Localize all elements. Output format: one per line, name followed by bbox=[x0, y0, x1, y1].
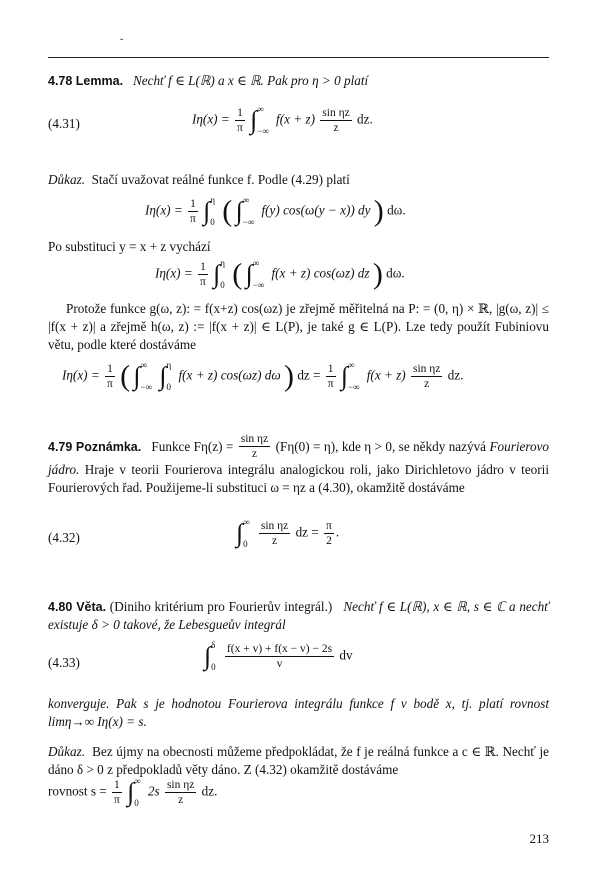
integral-limits: ∞ 0 bbox=[134, 776, 141, 808]
remark-block bbox=[48, 432, 549, 497]
integrand: f(x + z) bbox=[276, 111, 315, 127]
integral-sign: ∫ bbox=[235, 196, 243, 226]
fubini-paragraph bbox=[48, 300, 549, 354]
fraction: $\frac{f(x + v) + f(x - v) - 2s}{v}$ bbox=[226, 643, 333, 670]
proof2-block bbox=[48, 743, 549, 779]
integral-sign: ∫ bbox=[204, 641, 212, 671]
integral-limits: η 0 bbox=[210, 195, 215, 227]
proof-intro bbox=[48, 171, 549, 189]
page-number: 213 bbox=[529, 831, 549, 846]
fraction: $\frac{\text{sin ηz}}{z}$ bbox=[260, 520, 289, 547]
equation-proof-2 bbox=[155, 258, 405, 291]
left-paren: ( bbox=[120, 359, 131, 393]
eq-lhs: Iη(x) = bbox=[192, 111, 230, 127]
integral-sign: ∫ bbox=[236, 518, 244, 548]
subst-text: Po substituci y = x + z vychází bbox=[48, 239, 211, 254]
lemma-label: 4.78 Lemma. bbox=[48, 74, 124, 88]
integral-limits: ∞ −∞ bbox=[140, 360, 153, 392]
eq-number-4-32: (4.32) bbox=[48, 530, 80, 545]
remark-label: 4.79 Poznámka. bbox=[48, 440, 142, 454]
equation-4-32 bbox=[236, 517, 339, 550]
integral-limits: ∞ −∞ bbox=[252, 258, 265, 290]
integral-sign: ∫ bbox=[159, 361, 167, 391]
theorem-title: (Diniho kritérium pro Fourierův integrál.) bbox=[109, 599, 333, 614]
eq-tail: dω. bbox=[387, 202, 406, 218]
eq-pre: rovnost s = bbox=[48, 783, 107, 799]
header-mark: ˘ bbox=[120, 38, 124, 49]
eq-tail: dv bbox=[339, 647, 353, 663]
integrand: f(x + z) bbox=[366, 367, 406, 383]
remark-text: (Fη(0) = η), kde η > 0, se někdy nazývá bbox=[275, 439, 487, 454]
eq-end: . bbox=[335, 524, 340, 540]
remark-text: Hraje v teorii Fourierova integrálu analogickou roli, jako Dirichletovo jádro v teorii Fourierových řad. Použijeme-li substituci ω = ηz a (4.30), okamžitě dostáváme bbox=[48, 462, 549, 495]
eq-lhs: Iη(x) = bbox=[145, 202, 183, 218]
integrand: f(y) cos(ω(y − x)) dy bbox=[261, 202, 371, 218]
integrand: f(x + z) cos(ωz) dω bbox=[178, 367, 281, 383]
theorem-conclusion-text: konverguje. Pak s je hodnotou Fourierova integrálu funkce f v bodě x, tj. platí rovnost limη→∞ Iη(x) = s. bbox=[48, 696, 549, 729]
substitution-line bbox=[48, 238, 549, 256]
remark-term: Fourierovo jádro. bbox=[48, 439, 550, 477]
eq-tail: dz. bbox=[357, 111, 373, 127]
theorem-conclusion bbox=[48, 695, 549, 731]
eq-lhs: Iη(x) = bbox=[155, 265, 193, 281]
right-paren: ) bbox=[284, 359, 295, 393]
fraction: $\frac{1}{\pi}$ bbox=[107, 363, 113, 390]
left-paren: ( bbox=[232, 257, 243, 291]
remark-text: Funkce Fη(z) = bbox=[151, 439, 234, 454]
proof-text: Bez újmy na obecnosti můžeme předpokládat, že f je reálná funkce a c ∈ ℝ. Nechť je dáno δ > 0 z předpokladů věty dáno. Z (4.32) okamžitě dostáváme bbox=[48, 744, 550, 777]
fraction: $\frac{1}{\pi}$ bbox=[200, 261, 206, 288]
proof-text: Stačí uvažovat reálné funkce f. Podle (4.29) platí bbox=[91, 172, 350, 187]
fraction: $\frac{1}{\pi}$ bbox=[237, 107, 243, 134]
integral-limits: η 0 bbox=[166, 360, 172, 392]
integrand: 2s bbox=[147, 783, 160, 799]
integral-sign: ∫ bbox=[340, 361, 348, 391]
integral-limits: ∞ −∞ bbox=[347, 360, 360, 392]
eq-tail: dω. bbox=[386, 265, 405, 281]
integral-limits: δ 0 bbox=[211, 640, 216, 672]
eq-number-4-31: (4.31) bbox=[48, 116, 80, 131]
fraction: $\frac{1}{\pi}$ bbox=[114, 779, 120, 806]
fraction: $\frac{\pi}{2}$ bbox=[326, 520, 332, 547]
fraction: $\frac{\text{sin ηz}}{z}$ bbox=[413, 363, 441, 390]
lemma-text: Nechť f ∈ L(ℝ) a x ∈ ℝ. Pak pro η > 0 platí bbox=[132, 73, 369, 88]
fraction: $\frac{\text{sin ηz}}{z}$ bbox=[240, 433, 269, 460]
fraction: $\frac{\text{sin ηz}}{z}$ bbox=[322, 107, 350, 134]
integral-limits: ∞ 0 bbox=[243, 517, 250, 549]
fraction: $\frac{1}{\pi}$ bbox=[327, 363, 334, 390]
eq-mid: dz = bbox=[295, 524, 319, 540]
equation-4-33 bbox=[204, 640, 353, 673]
fraction: $\frac{1}{\pi}$ bbox=[190, 198, 196, 225]
integral-sign: ∫ bbox=[127, 777, 135, 807]
equation-proof-1 bbox=[145, 195, 406, 228]
eq-lhs: Iη(x) = bbox=[62, 367, 100, 383]
fraction: $\frac{\text{sin ηz}}{z}$ bbox=[166, 779, 195, 806]
integral-limits: η 0 bbox=[220, 258, 225, 290]
equation-proof-final bbox=[48, 776, 217, 809]
equation-4-31 bbox=[192, 104, 373, 137]
theorem-block bbox=[48, 598, 549, 634]
paragraph-text: Protože funkce g(ω, z): = f(x+z) cos(ωz) je zřejmě měřitelná na P: = (0, η) × ℝ, |g(ω, z)| ≤ |f(x + z)| a zřejmě h(ω, z) := |f(x + z)| ∈ L(P), je také g ∈ L(P). Lze tedy použít Fubiniovu větu, podle které dostáváme bbox=[48, 301, 549, 352]
left-paren: ( bbox=[222, 194, 233, 228]
eq-number-4-33: (4.33) bbox=[48, 655, 80, 670]
right-paren: ) bbox=[372, 257, 383, 291]
integrand: f(x + z) cos(ωz) dz bbox=[271, 265, 370, 281]
eq-tail: dz. bbox=[447, 367, 464, 383]
integral-sign: ∫ bbox=[133, 361, 141, 391]
header-rule bbox=[48, 57, 549, 58]
eq-tail: dz. bbox=[201, 783, 218, 799]
eq-mid: dz = bbox=[297, 367, 321, 383]
theorem-label: 4.80 Věta. bbox=[48, 600, 107, 614]
integral-sign: ∫ bbox=[245, 259, 253, 289]
integral-limits: ∞ −∞ bbox=[242, 195, 255, 227]
right-paren: ) bbox=[373, 194, 384, 228]
integral-limits: ∞ −∞ bbox=[257, 104, 269, 136]
theorem-text: Nechť f ∈ L(ℝ), x ∈ ℝ, s ∈ ℂ a nechť existuje δ > 0 takové, že Lebesgueův integrál bbox=[48, 599, 550, 632]
proof-label: Důkaz. bbox=[48, 172, 85, 187]
integral-sign: ∫ bbox=[203, 196, 211, 226]
lemma-statement bbox=[48, 72, 549, 90]
equation-fubini bbox=[62, 360, 463, 393]
proof-label: Důkaz. bbox=[48, 744, 85, 759]
integral-sign: ∫ bbox=[250, 105, 258, 135]
integral-sign: ∫ bbox=[213, 259, 221, 289]
